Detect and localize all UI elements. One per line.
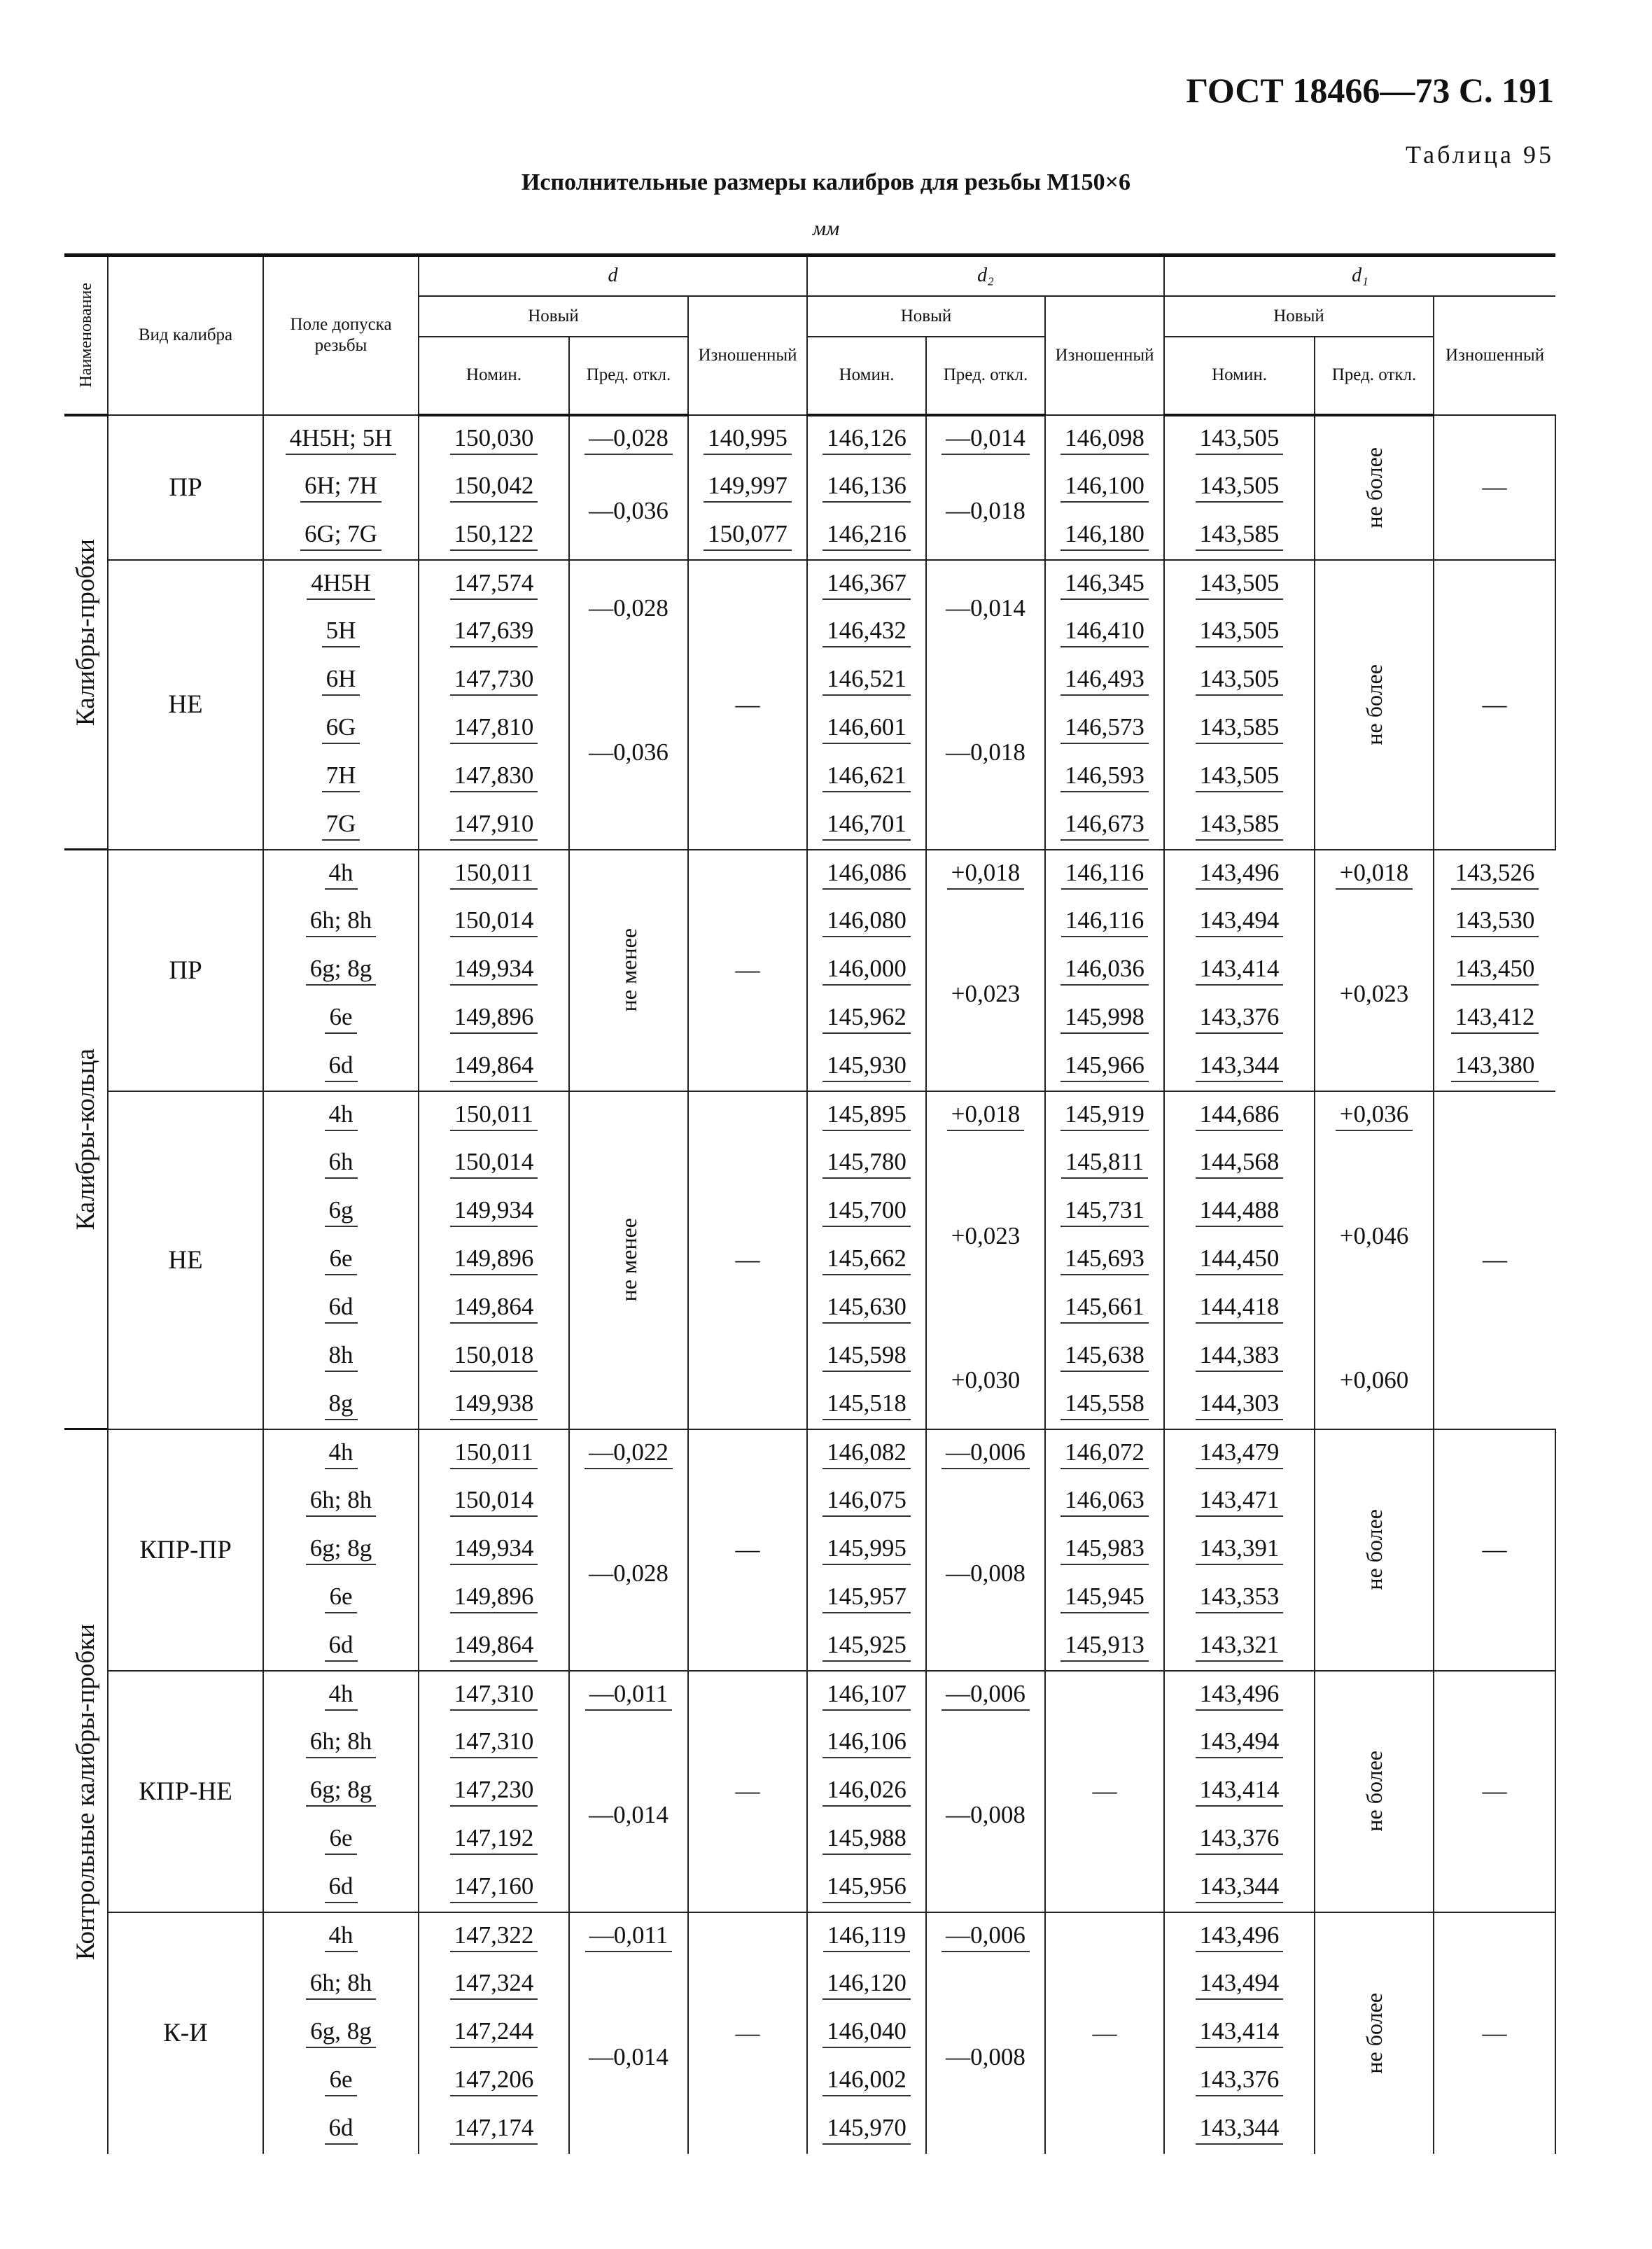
d-nominal: 147,310 bbox=[419, 1671, 569, 1719]
d-nominal: 150,122 bbox=[419, 512, 569, 560]
d-nominal: 150,011 bbox=[419, 850, 569, 898]
d-nominal: 149,938 bbox=[419, 1381, 569, 1429]
d1-worn: 143,530 bbox=[1434, 898, 1555, 946]
d1-nominal: 143,505 bbox=[1164, 657, 1315, 705]
d2-nominal: 145,930 bbox=[807, 1043, 926, 1091]
table-row bbox=[64, 1429, 1555, 1478]
d2-deviation: —0,006 bbox=[926, 1671, 1045, 1719]
category-label: Контрольные калибры-пробки bbox=[64, 1429, 108, 2154]
tolerance-field: 8h bbox=[263, 1333, 419, 1381]
d2-nominal: 146,126 bbox=[807, 415, 926, 463]
d1-nominal: 143,353 bbox=[1164, 1574, 1315, 1623]
category-label: Калибры-кольца bbox=[64, 850, 108, 1429]
d-nominal: 149,896 bbox=[419, 1574, 569, 1623]
gauge-kind: НЕ bbox=[108, 560, 263, 850]
note-not-more: не более bbox=[1315, 415, 1434, 560]
tolerance-field: 6h; 8h bbox=[263, 1719, 419, 1767]
d2-nominal: 145,957 bbox=[807, 1574, 926, 1623]
header-d1: d₁ bbox=[1164, 255, 1555, 296]
d1-nominal: 144,303 bbox=[1164, 1381, 1315, 1429]
note-not-more: не более bbox=[1315, 560, 1434, 850]
d1-nominal: 143,585 bbox=[1164, 705, 1315, 753]
d2-nominal: 145,988 bbox=[807, 1816, 926, 1864]
d-worn-dash: — bbox=[688, 560, 807, 850]
d1-nominal: 143,414 bbox=[1164, 946, 1315, 995]
d-deviation: —0,011 bbox=[569, 1671, 688, 1719]
d2-deviation: —0,014 bbox=[926, 560, 1045, 657]
d2-deviation: —0,006 bbox=[926, 1912, 1045, 1961]
d2-worn: 145,661 bbox=[1045, 1284, 1164, 1333]
d-nominal: 149,896 bbox=[419, 995, 569, 1043]
tolerance-field: 6G bbox=[263, 705, 419, 753]
note-not-more: не более bbox=[1315, 1912, 1434, 2154]
d-worn: 140,995 bbox=[688, 415, 807, 463]
d2-worn: 146,036 bbox=[1045, 946, 1164, 995]
tolerance-field: 7G bbox=[263, 801, 419, 850]
d-nominal: 147,244 bbox=[419, 2009, 569, 2057]
tolerance-field: 6h; 8h bbox=[263, 898, 419, 946]
tolerance-field: 8g bbox=[263, 1381, 419, 1429]
table-row bbox=[64, 415, 1555, 463]
tolerance-field: 6G; 7G bbox=[263, 512, 419, 560]
d2-worn-dash: — bbox=[1045, 1912, 1164, 2154]
d2-nominal: 145,925 bbox=[807, 1623, 926, 1671]
d1-deviation-dash: — bbox=[1434, 1912, 1555, 2154]
d-worn-dash: — bbox=[688, 1912, 807, 2154]
header-d1-dev: Пред. откл. bbox=[1315, 337, 1434, 415]
d2-nominal: 145,662 bbox=[807, 1236, 926, 1284]
d-nominal: 150,011 bbox=[419, 1091, 569, 1140]
d1-nominal: 143,505 bbox=[1164, 560, 1315, 608]
header-d1-nom: Номин. bbox=[1164, 337, 1315, 415]
d-deviation: —0,022 bbox=[569, 1429, 688, 1478]
d1-worn-dash: — bbox=[1434, 1091, 1555, 1429]
header-d2-worn: Изношенный bbox=[1045, 296, 1164, 415]
d-nominal: 150,014 bbox=[419, 1140, 569, 1188]
header-d2-new: Новый bbox=[807, 296, 1045, 337]
d-nominal: 147,322 bbox=[419, 1912, 569, 1961]
header-field: Поле допуска резьбы bbox=[263, 255, 419, 415]
d2-worn: 145,913 bbox=[1045, 1623, 1164, 1671]
d-worn-dash: — bbox=[688, 1671, 807, 1912]
d-deviation: —0,014 bbox=[569, 1961, 688, 2154]
tolerance-field: 6d bbox=[263, 1864, 419, 1912]
d1-deviation-dash: — bbox=[1434, 415, 1555, 560]
d2-deviation: —0,014 bbox=[926, 415, 1045, 463]
header-kind: Вид калибра bbox=[108, 255, 263, 415]
tolerance-field: 4h bbox=[263, 1912, 419, 1961]
d-nominal: 147,174 bbox=[419, 2106, 569, 2154]
d2-nominal: 146,521 bbox=[807, 657, 926, 705]
tolerance-field: 6h; 8h bbox=[263, 1478, 419, 1526]
d-nominal: 147,830 bbox=[419, 753, 569, 801]
gauge-kind: ПР bbox=[108, 850, 263, 1091]
d-nominal: 149,864 bbox=[419, 1043, 569, 1091]
d2-nominal: 146,000 bbox=[807, 946, 926, 995]
tolerance-field: 6g; 8g bbox=[263, 946, 419, 995]
table-row bbox=[64, 850, 1555, 898]
d-deviation: —0,036 bbox=[569, 657, 688, 850]
d2-worn: 145,998 bbox=[1045, 995, 1164, 1043]
d1-nominal: 143,505 bbox=[1164, 753, 1315, 801]
d2-nominal: 145,956 bbox=[807, 1864, 926, 1912]
d-nominal: 149,864 bbox=[419, 1623, 569, 1671]
d1-worn: 143,412 bbox=[1434, 995, 1555, 1043]
d2-nominal: 146,216 bbox=[807, 512, 926, 560]
tolerance-field: 6g; 8g bbox=[263, 1767, 419, 1816]
d1-nominal: 143,344 bbox=[1164, 2106, 1315, 2154]
tolerance-field: 4h bbox=[263, 1671, 419, 1719]
note-not-more: не более bbox=[1315, 1671, 1434, 1912]
table-body bbox=[64, 415, 1555, 2154]
note-not-more: не более bbox=[1315, 1429, 1434, 1671]
d-worn: 150,077 bbox=[688, 512, 807, 560]
d2-nominal: 146,120 bbox=[807, 1961, 926, 2009]
d1-nominal: 143,585 bbox=[1164, 512, 1315, 560]
d2-deviation: —0,008 bbox=[926, 1719, 1045, 1912]
d-nominal: 147,160 bbox=[419, 1864, 569, 1912]
d2-nominal: 146,002 bbox=[807, 2057, 926, 2106]
d-nominal: 147,730 bbox=[419, 657, 569, 705]
d2-nominal: 146,367 bbox=[807, 560, 926, 608]
page-header: ГОСТ 18466—73 С. 191 bbox=[1186, 71, 1554, 110]
d2-deviation: —0,008 bbox=[926, 1961, 1045, 2154]
d2-worn: 146,573 bbox=[1045, 705, 1164, 753]
header-d2-dev: Пред. откл. bbox=[926, 337, 1045, 415]
d1-nominal: 143,391 bbox=[1164, 1526, 1315, 1574]
tolerance-field: 4h bbox=[263, 850, 419, 898]
tolerance-field: 5H bbox=[263, 608, 419, 657]
d2-worn: 146,493 bbox=[1045, 657, 1164, 705]
tolerance-field: 6d bbox=[263, 1284, 419, 1333]
d1-nominal: 143,321 bbox=[1164, 1623, 1315, 1671]
table-row bbox=[64, 1140, 1555, 1188]
d-worn-dash: — bbox=[688, 850, 807, 1091]
d2-nominal: 145,970 bbox=[807, 2106, 926, 2154]
tolerance-field: 6e bbox=[263, 1236, 419, 1284]
table-row bbox=[64, 1091, 1555, 1140]
tolerance-field: 6e bbox=[263, 1816, 419, 1864]
tolerance-field: 6e bbox=[263, 2057, 419, 2106]
d1-nominal: 143,376 bbox=[1164, 995, 1315, 1043]
d1-deviation-dash: — bbox=[1434, 560, 1555, 850]
d-nominal: 150,011 bbox=[419, 1429, 569, 1478]
d-nominal: 147,810 bbox=[419, 705, 569, 753]
header-name: Наименование bbox=[64, 255, 108, 415]
d-nominal: 149,934 bbox=[419, 1188, 569, 1236]
d-nominal: 149,864 bbox=[419, 1284, 569, 1333]
d2-worn: 146,345 bbox=[1045, 560, 1164, 608]
d-deviation: —0,011 bbox=[569, 1912, 688, 1961]
d-deviation: —0,028 bbox=[569, 1478, 688, 1671]
d2-nominal: 145,895 bbox=[807, 1091, 926, 1140]
d2-worn: 146,116 bbox=[1045, 898, 1164, 946]
tolerance-field: 6d bbox=[263, 2106, 419, 2154]
d1-deviation: +0,023 bbox=[1315, 898, 1434, 1091]
d2-worn: 145,558 bbox=[1045, 1381, 1164, 1429]
d2-nominal: 146,119 bbox=[807, 1912, 926, 1961]
d1-deviation-dash: — bbox=[1434, 1429, 1555, 1671]
d2-worn-dash: — bbox=[1045, 1671, 1164, 1912]
tolerance-field: 6h bbox=[263, 1140, 419, 1188]
d2-nominal: 146,080 bbox=[807, 898, 926, 946]
d1-nominal: 143,376 bbox=[1164, 1816, 1315, 1864]
tolerance-field: 6g, 8g bbox=[263, 2009, 419, 2057]
d2-deviation: +0,023 bbox=[926, 1140, 1045, 1333]
d2-worn: 146,063 bbox=[1045, 1478, 1164, 1526]
d-nominal: 147,910 bbox=[419, 801, 569, 850]
d-worn: 149,997 bbox=[688, 463, 807, 512]
d2-worn: 146,072 bbox=[1045, 1429, 1164, 1478]
d2-nominal: 146,026 bbox=[807, 1767, 926, 1816]
d2-deviation: —0,008 bbox=[926, 1478, 1045, 1671]
tolerance-field: 6H; 7H bbox=[263, 463, 419, 512]
d2-worn: 146,116 bbox=[1045, 850, 1164, 898]
units-label: мм bbox=[812, 217, 840, 240]
category-label: Калибры-пробки bbox=[64, 415, 108, 850]
d1-deviation-dash: — bbox=[1434, 1671, 1555, 1912]
tolerance-field: 6H bbox=[263, 657, 419, 705]
d2-nominal: 145,700 bbox=[807, 1188, 926, 1236]
d2-nominal: 145,780 bbox=[807, 1140, 926, 1188]
d-nominal: 147,324 bbox=[419, 1961, 569, 2009]
table-title: Исполнительные размеры калибров для резьбы M150×6 bbox=[521, 169, 1131, 195]
d1-nominal: 144,568 bbox=[1164, 1140, 1315, 1188]
d-deviation: —0,014 bbox=[569, 1719, 688, 1912]
note-not-less: не менее bbox=[569, 850, 688, 1091]
d2-nominal: 146,136 bbox=[807, 463, 926, 512]
d2-deviation: +0,023 bbox=[926, 898, 1045, 1091]
d1-nominal: 143,496 bbox=[1164, 1671, 1315, 1719]
d2-worn: 145,638 bbox=[1045, 1333, 1164, 1381]
tolerance-field: 4H5H; 5H bbox=[263, 415, 419, 463]
gauge-kind: К-И bbox=[108, 1912, 263, 2154]
d2-nominal: 145,962 bbox=[807, 995, 926, 1043]
d2-deviation: —0,018 bbox=[926, 463, 1045, 560]
d1-nominal: 143,471 bbox=[1164, 1478, 1315, 1526]
d2-deviation: +0,030 bbox=[926, 1333, 1045, 1429]
d2-nominal: 145,518 bbox=[807, 1381, 926, 1429]
d2-worn: 145,919 bbox=[1045, 1091, 1164, 1140]
d2-worn: 145,731 bbox=[1045, 1188, 1164, 1236]
gauge-kind: ПР bbox=[108, 415, 263, 560]
d1-nominal: 143,414 bbox=[1164, 2009, 1315, 2057]
tolerance-field: 4H5H bbox=[263, 560, 419, 608]
d-nominal: 149,934 bbox=[419, 946, 569, 995]
tolerance-field: 6h; 8h bbox=[263, 1961, 419, 2009]
d2-worn: 145,945 bbox=[1045, 1574, 1164, 1623]
d-worn-dash: — bbox=[688, 1091, 807, 1429]
header-d1-worn: Изношенный bbox=[1434, 296, 1555, 415]
d2-nominal: 145,598 bbox=[807, 1333, 926, 1381]
d1-worn: 143,526 bbox=[1434, 850, 1555, 898]
d1-deviation: +0,060 bbox=[1315, 1333, 1434, 1429]
d1-nominal: 143,479 bbox=[1164, 1429, 1315, 1478]
note-not-less: не менее bbox=[569, 1091, 688, 1429]
tolerance-field: 6d bbox=[263, 1623, 419, 1671]
d-nominal: 147,206 bbox=[419, 2057, 569, 2106]
tolerance-field: 4h bbox=[263, 1091, 419, 1140]
gauge-kind: НЕ bbox=[108, 1091, 263, 1429]
d-nominal: 149,896 bbox=[419, 1236, 569, 1284]
header-d1-new: Новый bbox=[1164, 296, 1434, 337]
d1-deviation: +0,036 bbox=[1315, 1091, 1434, 1140]
gauge-kind: КПР-НЕ bbox=[108, 1671, 263, 1912]
d1-nominal: 143,505 bbox=[1164, 608, 1315, 657]
d-nominal: 147,230 bbox=[419, 1767, 569, 1816]
header-d2-nom: Номин. bbox=[807, 337, 926, 415]
d-nominal: 150,014 bbox=[419, 898, 569, 946]
d1-deviation: +0,018 bbox=[1315, 850, 1434, 898]
d2-nominal: 146,086 bbox=[807, 850, 926, 898]
d2-nominal: 146,432 bbox=[807, 608, 926, 657]
tolerance-field: 6e bbox=[263, 1574, 419, 1623]
header-d-dev: Пред. откл. bbox=[569, 337, 688, 415]
header-d-worn: Изношенный bbox=[688, 296, 807, 415]
d1-nominal: 143,585 bbox=[1164, 801, 1315, 850]
d-nominal: 147,310 bbox=[419, 1719, 569, 1767]
d1-nominal: 143,496 bbox=[1164, 1912, 1315, 1961]
d2-deviation: —0,018 bbox=[926, 657, 1045, 850]
d-nominal: 150,018 bbox=[419, 1333, 569, 1381]
d1-nominal: 143,496 bbox=[1164, 850, 1315, 898]
d-deviation: —0,028 bbox=[569, 415, 688, 463]
header-d-nom: Номин. bbox=[419, 337, 569, 415]
d2-worn: 146,410 bbox=[1045, 608, 1164, 657]
d-nominal: 150,042 bbox=[419, 463, 569, 512]
d-deviation: —0,028 bbox=[569, 560, 688, 657]
table-row bbox=[64, 560, 1555, 608]
d1-nominal: 143,376 bbox=[1164, 2057, 1315, 2106]
d2-worn: 146,100 bbox=[1045, 463, 1164, 512]
d2-nominal: 146,601 bbox=[807, 705, 926, 753]
tolerance-field: 7H bbox=[263, 753, 419, 801]
header-d: d bbox=[419, 255, 807, 296]
d1-nominal: 143,494 bbox=[1164, 1961, 1315, 2009]
d1-nominal: 143,344 bbox=[1164, 1043, 1315, 1091]
d1-nominal: 143,414 bbox=[1164, 1767, 1315, 1816]
d2-worn: 145,811 bbox=[1045, 1140, 1164, 1188]
d1-deviation: +0,046 bbox=[1315, 1140, 1434, 1333]
d2-nominal: 146,107 bbox=[807, 1671, 926, 1719]
tolerance-field: 6d bbox=[263, 1043, 419, 1091]
d2-deviation: +0,018 bbox=[926, 850, 1045, 898]
d2-worn: 146,673 bbox=[1045, 801, 1164, 850]
d-nominal: 149,934 bbox=[419, 1526, 569, 1574]
d2-nominal: 146,701 bbox=[807, 801, 926, 850]
d2-worn: 146,180 bbox=[1045, 512, 1164, 560]
d2-nominal: 146,040 bbox=[807, 2009, 926, 2057]
d2-nominal: 145,995 bbox=[807, 1526, 926, 1574]
d-nominal: 150,030 bbox=[419, 415, 569, 463]
d-nominal: 147,639 bbox=[419, 608, 569, 657]
d2-worn: 146,593 bbox=[1045, 753, 1164, 801]
d1-worn: 143,380 bbox=[1434, 1043, 1555, 1091]
table-row bbox=[64, 898, 1555, 946]
tolerance-field: 6e bbox=[263, 995, 419, 1043]
gauge-kind: КПР-ПР bbox=[108, 1429, 263, 1671]
tolerance-field: 4h bbox=[263, 1429, 419, 1478]
d2-worn: 145,693 bbox=[1045, 1236, 1164, 1284]
gauge-dimensions-table bbox=[64, 253, 1555, 2154]
table-row bbox=[64, 1333, 1555, 1381]
header-d2: d₂ bbox=[807, 255, 1164, 296]
d1-nominal: 144,488 bbox=[1164, 1188, 1315, 1236]
d1-worn: 143,450 bbox=[1434, 946, 1555, 995]
table-label: Таблица 95 bbox=[1406, 141, 1554, 169]
d2-nominal: 146,621 bbox=[807, 753, 926, 801]
d2-worn: 145,983 bbox=[1045, 1526, 1164, 1574]
d2-nominal: 146,106 bbox=[807, 1719, 926, 1767]
d1-nominal: 143,494 bbox=[1164, 898, 1315, 946]
tolerance-field: 6g; 8g bbox=[263, 1526, 419, 1574]
d1-nominal: 144,450 bbox=[1164, 1236, 1315, 1284]
table-row bbox=[64, 1912, 1555, 1961]
d1-nominal: 143,505 bbox=[1164, 415, 1315, 463]
d-worn-dash: — bbox=[688, 1429, 807, 1671]
d1-nominal: 144,418 bbox=[1164, 1284, 1315, 1333]
d2-worn: 146,098 bbox=[1045, 415, 1164, 463]
tolerance-field: 6g bbox=[263, 1188, 419, 1236]
d1-nominal: 143,494 bbox=[1164, 1719, 1315, 1767]
header-d-new: Новый bbox=[419, 296, 688, 337]
d2-nominal: 146,082 bbox=[807, 1429, 926, 1478]
table-row bbox=[64, 1671, 1555, 1719]
d1-nominal: 144,686 bbox=[1164, 1091, 1315, 1140]
d-nominal: 150,014 bbox=[419, 1478, 569, 1526]
d2-deviation: —0,006 bbox=[926, 1429, 1045, 1478]
d1-nominal: 144,383 bbox=[1164, 1333, 1315, 1381]
d1-nominal: 143,505 bbox=[1164, 463, 1315, 512]
d-deviation: —0,036 bbox=[569, 463, 688, 560]
d-nominal: 147,574 bbox=[419, 560, 569, 608]
d2-nominal: 145,630 bbox=[807, 1284, 926, 1333]
d2-nominal: 146,075 bbox=[807, 1478, 926, 1526]
d2-deviation: +0,018 bbox=[926, 1091, 1045, 1140]
d2-worn: 145,966 bbox=[1045, 1043, 1164, 1091]
d1-nominal: 143,344 bbox=[1164, 1864, 1315, 1912]
d-nominal: 147,192 bbox=[419, 1816, 569, 1864]
